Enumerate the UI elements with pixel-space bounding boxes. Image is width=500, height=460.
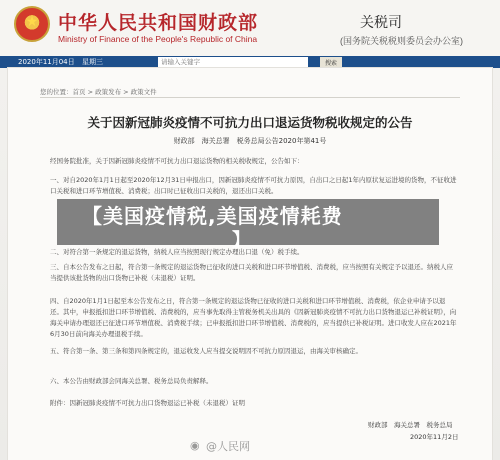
department-subtitle: (国务院关税税则委员会办公室) [340,36,463,46]
watermark: @人民网 [206,440,250,453]
paragraph-3: 三、自本公告发布之日起，符合第一条规定的退运货物已征收的进口关税和进口环节增值税、消费税，应当按照有关规定予以退还。纳税人应当提供该批货物的出口货物已补税（未退税）证明。 [50,263,453,282]
paragraph-intro: 经国务院批准，关于因新冠肺炎疫情不可抗力出口退运货物的相关税收规定，公告如下： [50,157,304,165]
paragraph-4: 四、自2020年1月1日起至本公告发布之日，符合第一条规定的退运货物已征收的进口关税和进口环节增值税、消费税，依企业申请予以退还。其中，申报抵扣进口环节增值税、消费税的，应当事先取得主管税务机关出具的《因新冠肺炎疫情不可抗力出口货物退运已补税证明》，向海关申请办理退还已征进口环节增值税、消费税手续；已申报抵扣进口环节增值税、消费税的，应当提供已补税证明。进口收发人应在2021年6月30日前向海关办理退税手续。 [50,297,457,338]
paragraph-1: 一、对自2020年1月1日起至2020年12月31日申报出口，因新冠肺炎疫情不可抗力原因，自出口之日起1年内原状复运进境的货物，不征收进口关税和进口环节增值税、消费税；出口时已征收出口关税的，退还出口关税。 [50,176,457,195]
site-header [0,0,500,58]
paragraph-6: 六、本公告由财政部会同海关总署、税务总局负责解释。 [50,377,213,385]
breadcrumb[interactable]: 您的位置：首页 > 政策发布 > 政策文件 [40,88,157,96]
divider [40,97,460,98]
document-title: 关于因新冠肺炎疫情不可抗力出口退运货物税收规定的公告 [87,115,413,130]
weibo-icon: ◉ [190,439,200,452]
document-issuer: 财政部 海关总署 税务总局公告2020年第41号 [173,137,327,145]
attachment-link[interactable]: 附件：因新冠肺炎疫情不可抗力出口货物退运已补税（未退税）证明 [50,399,245,407]
current-weekday: 星期三 [82,58,103,66]
headline-line-2: 】 [232,230,250,251]
headline-line-1: 【美国疫情税,美国疫情耗费 [82,204,343,228]
signature: 财政部 海关总署 税务总局 [368,421,453,429]
ministry-name-cn[interactable]: 中华人民共和国财政部 [58,12,259,34]
paragraph-5: 五、符合第一条、第三条和第四条规定的，退运收发人应当提交说明因不可抗力原因退运，由海关审核确定。 [50,347,362,355]
ministry-name-en: Ministry of Finance of the People's Republic of China [58,34,258,44]
national-emblem-icon [14,6,50,42]
department-title[interactable]: 关税司 [360,15,402,31]
paragraph-2: 二、对符合第一条规定的退运货物，纳税人应当按照现行规定办理出口退（免）税手续。 [50,248,304,256]
current-date: 2020年11月04日 [18,58,75,66]
search-button[interactable]: 搜索 [320,57,342,67]
signature-date: 2020年11月2日 [410,433,459,441]
search-input[interactable] [158,57,308,67]
